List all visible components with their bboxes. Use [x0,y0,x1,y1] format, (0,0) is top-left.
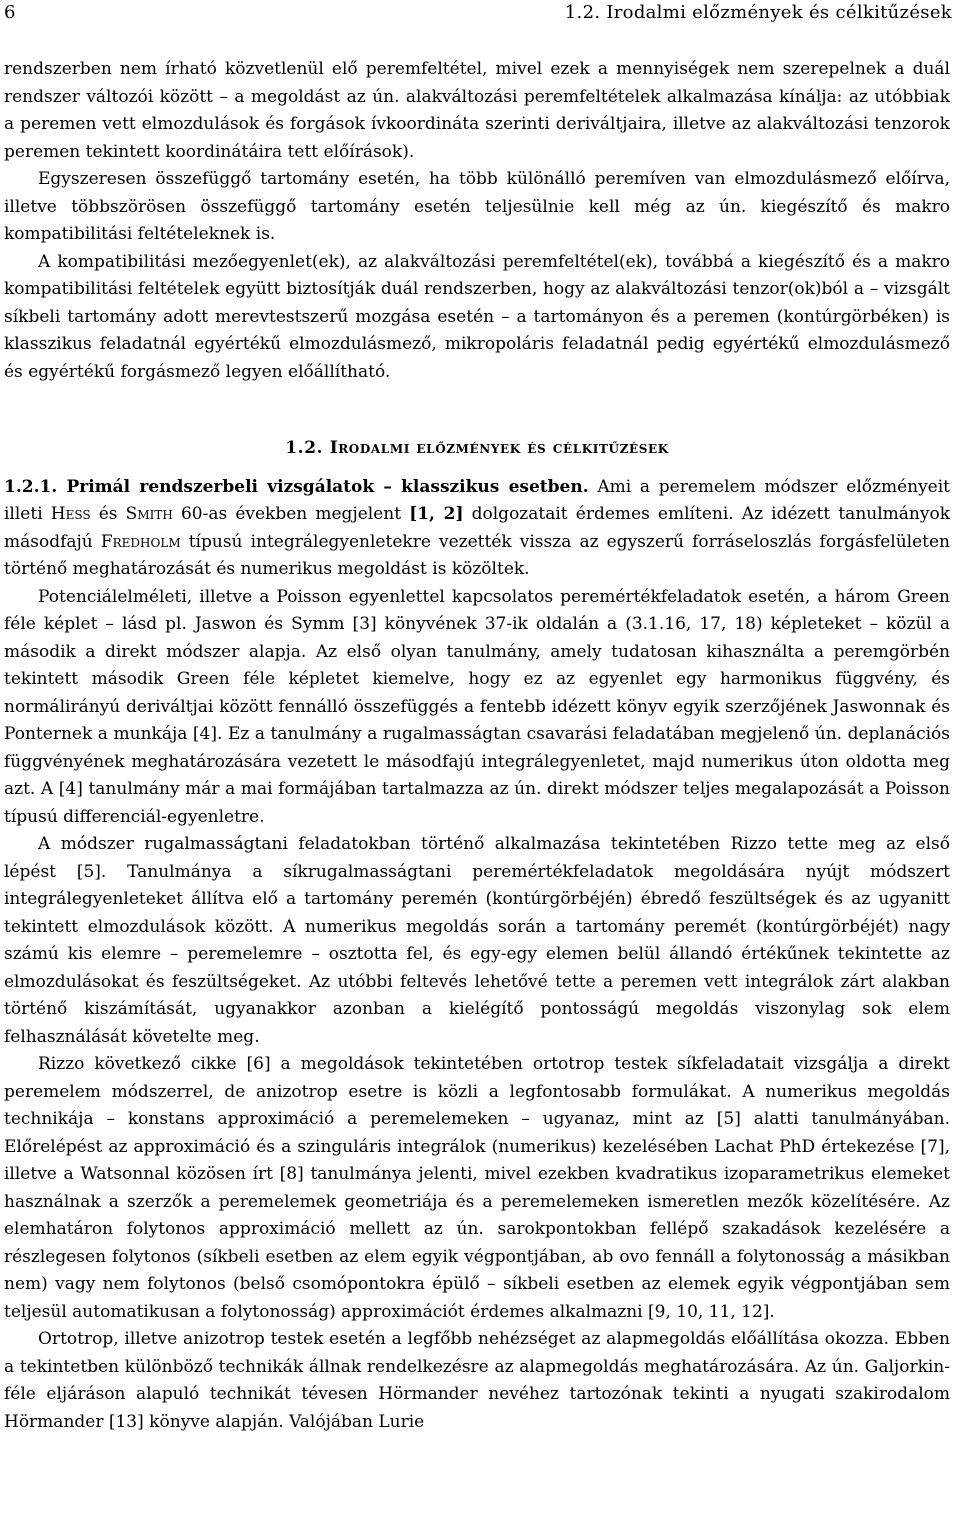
author-name: Smith [125,504,173,524]
paragraph-orthotropic: Rizzo következő cikke [6] a megoldások tekintetében ortotrop testek síkfeladatait vizsgálja a direkt peremelem módszerrel, de anizotrop esetre is közli a legfontosabb formulákat. A numerikus megoldás technikája – konstans approximáció a peremelemeken – ugyanaz, mint az [5] alatti tanulmányában. Előrelépést az approximáció és a szinguláris integrálok (numerikus) kezelésében Lachat PhD értekezése [7], illetve a Watsonnal közösen írt [8] tanulmánya jelenti, mivel ezekben kvadratikus izoparametrikus elemeket használnak a szerzők a peremelemek geometriája és a peremelemeken ismeretlen mezők közelítésére. Az elemhatáron folytonos approximáció mellett az ún. sarokpontokban fellépő szakadások kezelésére a részlegesen folytonos (síkbeli esetben az elem egyik végpontjában, ab ovo fennáll a folytonosság a másikban nem) vagy nem folytonos (belső csomópontokra épülő – síkbeli esetben az elemek egyik végpontjában sem teljesül automatikusan a folytonosság) approximációt érdemes alkalmazni [9, 10, 11, 12]. [4,1054,950,1322]
paragraph-compatibility: A kompatibilitási mezőegyenlet(ek), az alakváltozási peremfeltétel(ek), továbbá a kiegészítő és a makro kompatibilitási feltételek együtt biztosítják duál rendszerben, hogy az alakváltozási tenzor(ok)ból a – vizsgált síkbeli tartomány adott merevtestszerű mozgása esetén – a tartományon és a peremen (kontúrgörbéken) is klasszikus feladatnál egyértékű elmozdulásmező, mikropoláris feladatnál pedig egyértékű elmozdulásmező és egyértékű forgásmező legyen előállítható. [4,251,950,382]
text-run: 60-as években megjelent [172,504,410,524]
text-run: típusú integrálegyenletekre vezették vissza az egyszerű forráseloszlás forgásfelületen történő meghatározását és numerikus megoldást is közöltek. [4,531,950,579]
text-run: és [90,504,126,524]
page-number: 6 [4,2,16,23]
text-run: Ami a peremelem módszer előzményeit illeti [4,476,951,524]
text-run: dolgozatait érdemes említeni. Az idézett tanulmányok másodfajú [4,504,950,552]
subsection-heading: 1.2.1. Primál rendszerbeli vizsgálatok – klasszikus esetben. [4,476,589,497]
author-name: Fredholm [100,531,181,552]
running-head-title: 1.2. Irodalmi előzmények és célkitűzések [564,2,952,23]
section-heading [4,435,950,463]
paragraph-connectivity: Egyszeresen összefüggő tartomány esetén, ha több különálló peremíven van elmozdulásmező előírva, illetve többszörösen összefüggő tartomány esetén teljesülnie kell még az ún. kiegészítő és makro kompatibilitási feltételeknek is. [4,169,950,244]
paragraph-primal-history [4,474,950,584]
section-number: 1.2. [285,438,324,458]
page-body [4,56,950,1436]
author-name: Hess [50,504,91,524]
paragraph-fundamental-solution: Ortotrop, illetve anizotrop testek esetén a legfőbb nehézséget az alapmegoldás előállítása okozza. Ebben a tekintetben különböző technikák állnak rendelkezésre az alapmegoldás meghatározására. Az ún. Galjorkin-féle eljáráson alapuló technikát tévesen Hörmander nevéhez tartozónak tekinti a nyugati szakirodalom Hörmander [13] könyve alapján. Valójában Lurie [4,1329,950,1432]
paragraph-continuation: rendszerben nem írható közvetlenül elő peremfeltétel, mivel ezek a mennyiségek nem szerepelnek a duál rendszer változói között – a megoldást az ún. alakváltozási peremfeltételek alkalmazása kínálja: az utóbbiak a peremen vett elmozdulások és forgások ívkoordináta szerinti deriváltjaira, illetve az alakváltozási tenzorok peremen tekintett koordinátáira tett előírások). [4,59,950,162]
section-title: Irodalmi előzmények és célkitűzések [329,438,669,458]
citation: [1, 2] [409,504,464,524]
paragraph-potential-theory: Potenciálelméleti, illetve a Poisson egyenlettel kapcsolatos peremértékfeladatok esetén, a három Green féle képlet – lásd pl. Jaswon és Symm [3] könyvének 37-ik oldalán a (3.1.16, 17, 18) képleteket – közül a második a direkt módszer alapja. Az első olyan tanulmány, amely tudatosan kihasználta a peremgörbén tekintett második Green féle képletet kiemelve, hogy ez az egyenlet egy harmonikus függvény, és normálirányú deriváltjai között fennálló összefüggés a fentebb idézett könyv egyik szerzőjének Jaswonnak és Ponternek a munkája [4]. Ez a tanulmány a rugalmasságtan csavarási feladatában megjelenő ún. deplanációs függvényének meghatározására vezetett le másodfajú integrálegyenletet, majd numerikus úton oldotta meg azt. A [4] tanulmány már a mai formájában tartalmazza az ún. direkt módszer teljes megalapozását a Poisson típusú differenciál-egyenletre. [4,586,950,827]
running-header [0,0,960,28]
paragraph-rizzo: A módszer rugalmasságtani feladatokban történő alkalmazása tekintetében Rizzo tette meg az első lépést [5]. Tanulmánya a síkrugalmasságtani peremértékfeladatok megoldására nyújt módszert integrálegyenleteket állítva elő a tartomány peremén (kontúrgörbéjén) ébredő feszültségek és az ugyanitt tekintett elmozdulások között. A numerikus megoldás során a tartomány peremét (kontúrgörbéjét) nagy számú kis elemre – peremelemre – osztotta fel, és egy-egy elemen belül állandó értékűnek tekintette az elmozdulásokat és feszültségeket. Az utóbbi feltevés lehetővé tette a peremen vett integrálok zárt alakban történő kiszámítását, ugyanakkor azonban a kielégítő pontosságú megoldás viszonylag sok elem felhasználását követelte meg. [4,834,950,1047]
